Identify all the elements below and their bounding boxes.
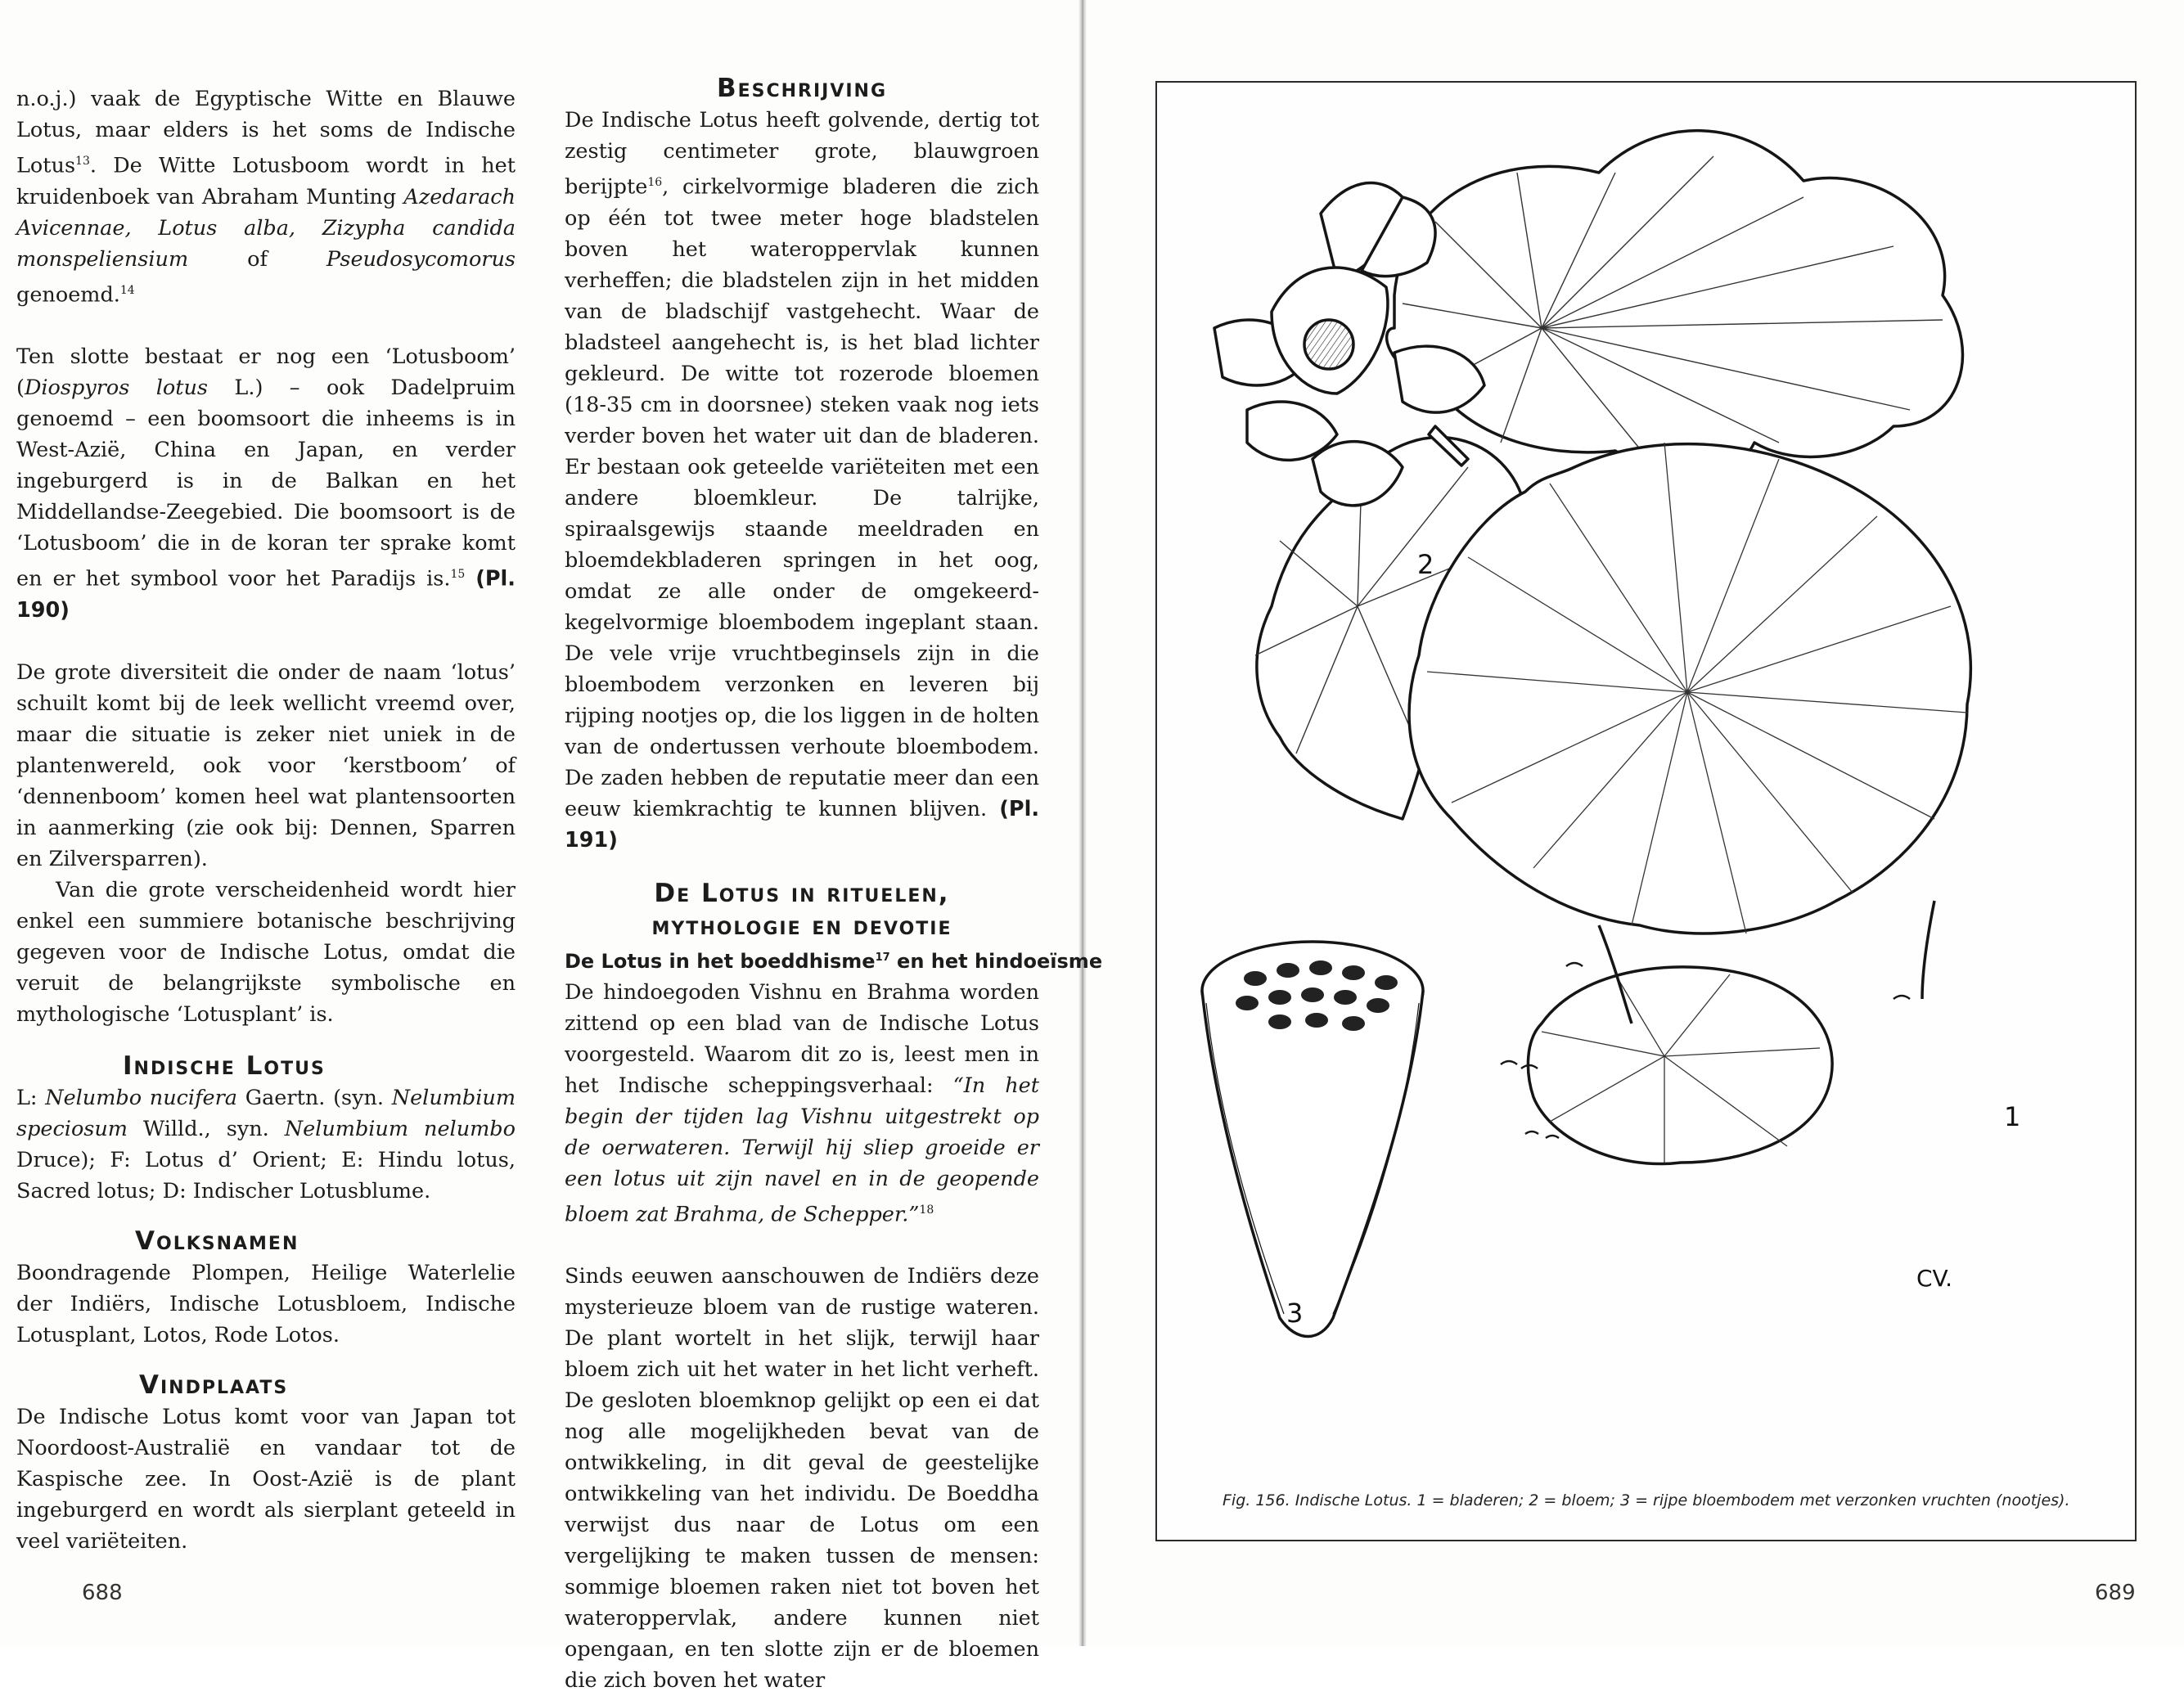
left-column-2	[565, 72, 1103, 1696]
paragraph-verscheidenheid: Van die grote verscheidenheid wordt hier enkel een summiere botanische beschrijving gegeven voor de Indische Lotus, omdat die veruit de belangrijkste symbolische en mythologische ‘Lotusplant’ is.	[16, 877, 516, 1027]
leaf-top-right	[1387, 131, 1963, 478]
left-column-1	[16, 83, 516, 1557]
paragraph-lotus-intro: n.o.j.) vaak de Egyptische Witte en Blauwe Lotus, maar elders is het soms de Indische Lotus$^{13}$. De Witte Lotusboom wordt in het kruidenboek van Abraham Munting Azedarach Avicennae, Lotus alba, Zizypha candida monspeliensium of Pseudosycomorus genoemd.$^{14}$	[16, 87, 516, 307]
paragraph-diversiteit: De grote diversiteit die onder de naam ‘lotus’ schuilt komt bij de leek wellicht vreemd over, maar die situatie is zeker niet uniek in de plantenwereld, ook voor ‘kerstboom’ of ‘dennenboom’ komen heel wat plantensoorten in aanmerking (zie ook bij: Dennen, Sparren en Zilversparren).	[16, 659, 516, 871]
figure-artist-signature: CV.	[1916, 1265, 1952, 1292]
paragraph-vishnu-brahma: De hindoegoden Vishnu en Brahma worden zittend op een blad van de Indische Lotus voorgesteld. Waarom dit zo is, leest men in het Indische scheppingsverhaal: “In het begin der tijden lag Vishnu uitgestrekt op de oerwateren. Terwijl hij sliep groeide er een lotus uit zijn navel en in de geopende bloem zat Brahma, de Schepper.”$^{18}$	[565, 979, 1039, 1226]
heading-beschrijving: Beschrijving	[716, 74, 888, 103]
figure-caption: Fig. 156. Indische Lotus. 1 = bladeren; 2 = bloem; 3 = rijpe bloembodem met verzonken vruchten (nootjes).	[1223, 1491, 2070, 1509]
heading-indische-lotus: Indische Lotus	[123, 1050, 326, 1081]
footnote-ref[interactable]: 15	[450, 568, 466, 581]
lotus-seed-pod	[1202, 942, 1423, 1337]
plate-reference[interactable]: (Pl. 190)	[16, 566, 516, 623]
footnote-ref[interactable]: 18	[919, 1203, 934, 1217]
plate-reference[interactable]: (Pl. 191)	[565, 796, 1040, 852]
paragraph-nomenclature: L: Nelumbo nucifera Gaertn. (syn. Nelumbium speciosum Willd., syn. Nelumbium nelumbo Druce); F: Lotus d’ Orient; E: Hindu lotus, Sacred lotus; D: Indischer Lotusblume.	[16, 1085, 516, 1203]
figure-frame	[1155, 81, 2137, 1541]
leaf-stem-right	[1922, 901, 1934, 999]
footnote-ref[interactable]: 16	[647, 176, 663, 189]
figure-label-seedpod: 3	[1286, 1298, 1304, 1329]
heading-rituelen-line2: mythologie en devotie	[651, 911, 952, 941]
figure-label-flower: 2	[1417, 549, 1434, 580]
leaf-large-center	[1409, 443, 1970, 933]
book-gutter	[1078, 0, 1087, 1646]
figure-label-leaves: 1	[2004, 1101, 2021, 1132]
paragraph-beschrijving: De Indische Lotus heeft golvende, dertig tot zestig centimeter grote, blauwgroen berijpte$^{16}$, cirkelvormige bladeren die zich op één tot twee meter hoge bladstelen boven het wateroppervlak kunnen verheffen; die bladstelen zijn in het midden van de bladschijf vastgehecht. Waar de bladsteel aangehecht is, is het blad lichter gekleurd. De witte tot rozerode bloemen (18-35 cm in doorsnee) steken vaak nog iets verder boven het water uit dan de bladeren. Er bestaan ook geteelde variëteiten met een andere bloemkleur. De talrijke, spiraalsgewijs staande meeldraden en bloemdekbladeren springen in het oog, omdat ze alle onder de omgekeerd-kegelvormige bloembodem ingeplant staan. De vele vrije vruchtbeginsels zijn in die bloembodem verzonken en leveren bij rijping nootjes op, die los liggen in de holten van de ondertussen verhoute bloembodem. De zaden hebben de reputatie meer dan een eeuw kiemkrachtig te kunnen blijven. (Pl. 191)	[565, 108, 1040, 852]
paragraph-vindplaats: De Indische Lotus komt voor van Japan tot Noordoost-Australië en vandaar tot de Kaspische zee. In Oost-Azië is de plant ingeburgerd en wordt als sierplant geteeld in veel variëteiten.	[16, 1404, 516, 1554]
paragraph-volksnamen: Boondragende Plompen, Heilige Waterlelie der Indiërs, Indische Lotusbloem, Indische Lotusplant, Lotos, Rode Lotos.	[16, 1260, 516, 1347]
leaf-bottom	[1528, 967, 1832, 1164]
footnote-ref[interactable]: 14	[119, 283, 135, 297]
paragraph-lotusboom: Ten slotte bestaat er nog een ‘Lotusboom’ (Diospyros lotus L.) – ook Dadelpruim genoemd – een boomsoort die inheems is in West-Azië, China en Japan, en verder ingeburgerd is in de Balkan en het Middellandse-Zeegebied. Die boomsoort is de ‘Lotusboom’ die in de koran ter sprake komt en er het symbool voor het Paradijs is.$^{15}$ (Pl. 190)	[16, 344, 516, 623]
page-number-right: 689	[2095, 1581, 2136, 1605]
paragraph-indiers: Sinds eeuwen aanschouwen de Indiërs deze mysterieuze bloem van de rustige wateren. De plant wortelt in het slijk, terwijl haar bloem zich uit het water in het licht verheft. De gesloten bloemknop gelijkt op een ei dat nog alle mogelijkheden bevat van de ontwikkeling, in dit geval de geestelijke ontwikkeling van het individu. De Boeddha verwijst dus naar de Lotus om een vergelijking te maken tussen de mensen: sommige bloemen raken niet tot boven het wateroppervlak, andere kunnen niet opengaan, en ten slotte zijn er de bloemen die zich boven het water	[565, 1264, 1039, 1693]
heading-volksnamen: Volksnamen	[135, 1226, 299, 1256]
footnote-ref[interactable]: 13	[75, 155, 90, 168]
page-number-left: 688	[82, 1581, 123, 1605]
footnote-ref[interactable]: 17	[875, 951, 890, 964]
heading-vindplaats: Vindplaats	[139, 1370, 289, 1400]
subheading-boeddhisme: De Lotus in het boeddhisme$^{17}$ en het hindoeïsme	[565, 949, 1103, 973]
heading-rituelen-line1: De Lotus in rituelen,	[654, 878, 950, 908]
lotus-illustration	[1157, 83, 2135, 1473]
